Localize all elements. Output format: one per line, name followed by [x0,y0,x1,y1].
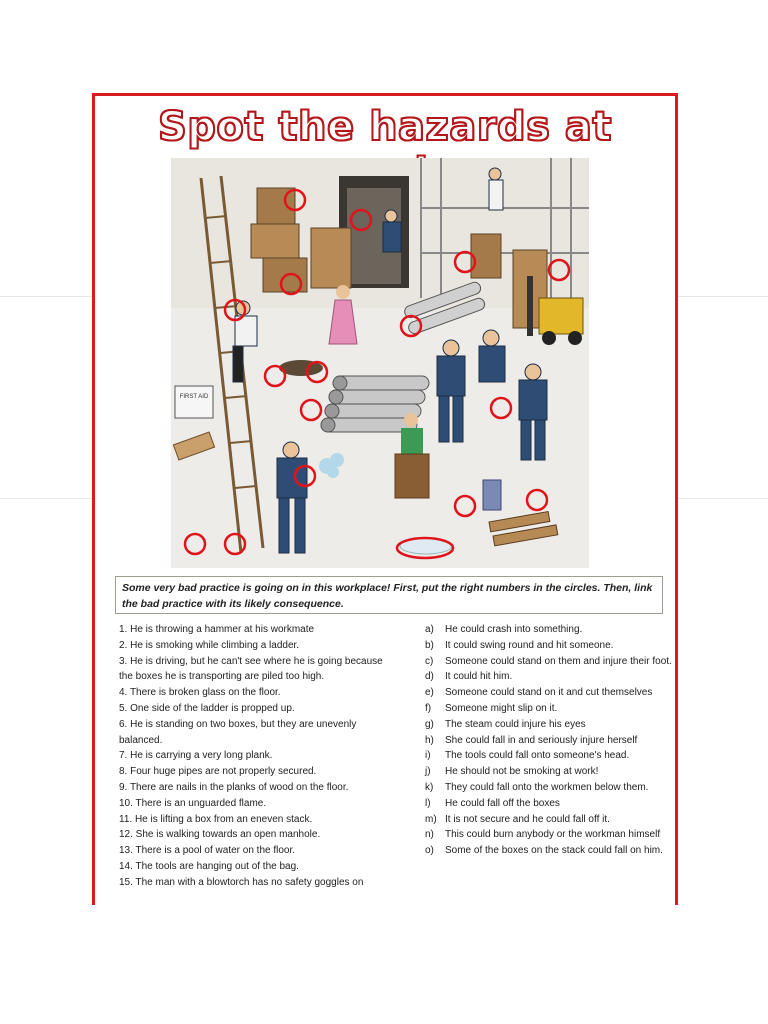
consequence-list [425,622,675,859]
consequence-letter: b) [425,639,434,651]
consequence-item [425,748,675,764]
consequence-item [425,685,675,701]
hazard-item: 4. There is broken glass on the floor. [119,687,281,699]
consequence-letter: l) [425,797,431,809]
hazard-item: 12. She is walking towards an open manhole. [119,829,321,841]
consequence-letter: e) [425,687,434,699]
hazard-item: 2. He is smoking while climbing a ladder. [119,639,300,651]
consequence-item [425,827,675,843]
consequence-text: Someone could stand on it and cut themselves [445,687,653,699]
hazard-item: 14. The tools are hanging out of the bag. [119,860,299,872]
consequence-item [425,812,675,828]
consequence-item [425,717,675,733]
consequence-letter: o) [425,845,434,857]
instructions-box: Some very bad practice is going on in this workplace! First, put the right numbers in the circles. Then, link the bad practice with its likely consequence. [115,576,663,614]
consequence-letter: k) [425,781,434,793]
first-aid-label: FIRST AID [179,394,209,400]
consequence-text: The steam could injure his eyes [445,718,586,730]
consequence-text: They could fall onto the workmen below them. [445,781,649,793]
first-aid-box [175,386,213,418]
consequence-letter: f) [425,702,432,714]
consequence-text: Some of the boxes on the stack could fall on him. [445,845,663,857]
consequence-item [425,638,675,654]
consequence-item [425,669,675,685]
consequence-item [425,843,675,859]
hazard-item: 6. He is standing on two boxes, but they are unevenly balanced. [119,718,357,746]
consequence-text: Someone could stand on them and injure their foot. [445,655,672,667]
hazard-item: 1. He is throwing a hammer at his workmate [119,624,315,635]
consequence-letter: i) [425,750,431,762]
consequence-letter: j) [425,766,431,778]
consequence-item [425,780,675,796]
consequence-letter: g) [425,718,434,730]
consequence-item [425,764,675,780]
consequence-text: It could hit him. [445,671,513,683]
consequence-letter: c) [425,655,434,667]
hazard-item: 8. Four huge pipes are not properly secured. [119,766,317,778]
consequence-letter: h) [425,734,434,746]
consequence-item [425,796,675,812]
hazard-item: 10. There is an unguarded flame. [119,797,267,809]
hazard-item: 3. He is driving, but he can't see where he is going because the boxes he is transporting are piled too high. [119,655,383,683]
consequence-letter: n) [425,829,434,841]
consequence-text: He should not be smoking at work! [445,766,599,778]
consequence-text: This could burn anybody or the workman himself [445,829,661,841]
consequence-letter: m) [425,813,437,825]
hazard-item: 15. The man with a blowtorch has no safety goggles on [119,876,364,888]
consequence-text: It is not secure and he could fall off it. [445,813,610,825]
worksheet [92,93,678,905]
hazard-item: 9. There are nails in the planks of wood on the floor. [119,781,349,793]
hazard-item: 11. He is lifting a box from an eneven stack. [119,813,313,825]
consequence-text: She could fall in and seriously injure herself [445,734,638,746]
worksheet-title: Spot the hazards at [157,104,613,150]
consequence-item [425,622,675,638]
consequence-text: Someone might slip on it. [445,702,558,714]
consequence-text: The tools could fall onto someone's head. [445,750,630,762]
consequence-item [425,701,675,717]
hazard-item: 5. One side of the ladder is propped up. [119,702,295,714]
hazard-item: 13. There is a pool of water on the floor. [119,845,296,857]
consequence-letter: a) [425,624,434,635]
workplace-illustration [171,158,589,568]
consequence-text: He could fall off the boxes [445,797,560,809]
consequence-text: It could swing round and hit someone. [445,639,614,651]
hazard-item: 7. He is carrying a very long plank. [119,750,273,762]
consequence-letter: d) [425,671,434,683]
gas-bottle [483,480,501,510]
consequence-text: He could crash into something. [445,624,583,635]
consequence-item [425,733,675,749]
consequence-item [425,654,675,670]
hazard-list [119,622,389,891]
